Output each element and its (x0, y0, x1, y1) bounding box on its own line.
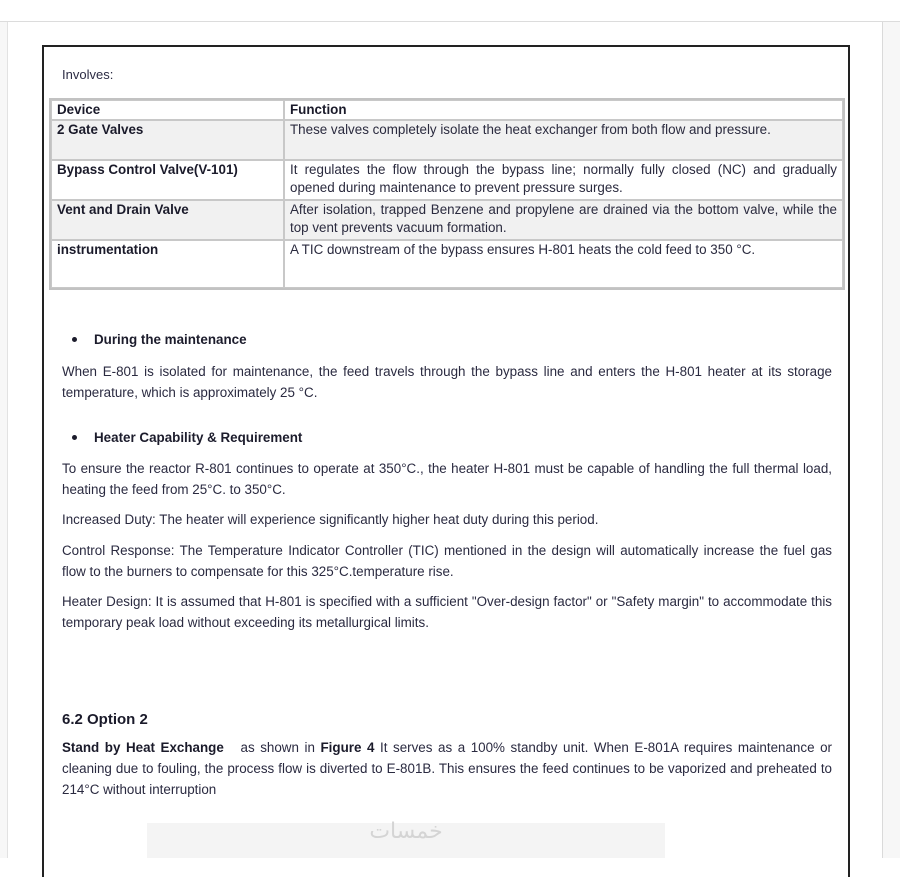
paragraph-heater-requirement: To ensure the reactor R-801 continues to operate at 350°C., the heater H-801 must be capable of handling the full thermal load, heating the feed from 25°C. to 350°C. (62, 461, 832, 497)
device-cell: instrumentation (51, 240, 284, 288)
table-row (51, 240, 843, 288)
device-cell: 2 Gate Valves (51, 120, 284, 160)
vertical-scrollbar[interactable] (882, 22, 900, 858)
table-row (51, 200, 843, 240)
involves-label: Involves: (62, 67, 114, 82)
paragraph-control-response: Control Response: The Temperature Indicator Controller (TIC) mentioned in the design will automatically increase the fuel gas flow to the burners to compensate for this 325°C.temperature rise. (62, 543, 832, 579)
header-function: Function (284, 100, 843, 120)
paragraph-option-2 (62, 737, 832, 800)
bullet-icon (72, 435, 77, 440)
header-device: Device (51, 100, 284, 120)
bullet-text: During the maintenance (94, 332, 247, 347)
function-cell: A TIC downstream of the bypass ensures H-801 heats the cold feed to 350 °C. (284, 240, 843, 288)
paragraph-maintenance: When E-801 is isolated for maintenance, the feed travels through the bypass line and enters the H-801 heater at its storage temperature, which is approximately 25 °C. (62, 364, 832, 400)
bullet-heater-capability (72, 430, 302, 445)
left-gutter (0, 22, 8, 858)
figure-reference: Figure 4 (320, 740, 375, 755)
standby-heat-exchange-label: Stand by Heat Exchange (62, 740, 224, 755)
top-bar (0, 0, 900, 22)
table-row (51, 120, 843, 160)
function-cell: After isolation, trapped Benzene and propylene are drained via the bottom valve, while the top vent prevents vacuum formation. (284, 200, 843, 240)
table-header-row (51, 100, 843, 120)
bullet-during-maintenance (72, 332, 247, 347)
paragraph-increased-duty: Increased Duty: The heater will experience significantly higher heat duty during this period. (62, 512, 599, 527)
table-row (51, 160, 843, 200)
watermark-banner (147, 819, 665, 858)
option2-text-b: It serves as a 100% standby unit. When E-801A requires maintenance or cleaning due to fouling, the process flow is diverted to E-801B. This ensures the feed continues to be vaporized and preheated to 214°C without interruption (62, 740, 832, 797)
device-cell: Vent and Drain Valve (51, 200, 284, 240)
document-page (42, 45, 850, 877)
paragraph-heater-design: Heater Design: It is assumed that H-801 is specified with a sufficient "Over-design factor" or "Safety margin" to accommodate this temporary peak load without exceeding its metallurgical limits. (62, 594, 832, 630)
device-cell: Bypass Control Valve(V-101) (51, 160, 284, 200)
device-function-table (49, 98, 845, 290)
watermark-logo: خمسات (369, 819, 443, 844)
option2-text-a: as shown in (223, 740, 321, 755)
bullet-text: Heater Capability & Requirement (94, 430, 303, 445)
section-heading-option-2: 6.2 Option 2 (62, 711, 148, 728)
function-cell: It regulates the flow through the bypass line; normally fully closed (NC) and gradually opened during maintenance to prevent pressure surges. (284, 160, 843, 200)
bullet-icon (72, 337, 77, 342)
function-cell: These valves completely isolate the heat exchanger from both flow and pressure. (284, 120, 843, 160)
